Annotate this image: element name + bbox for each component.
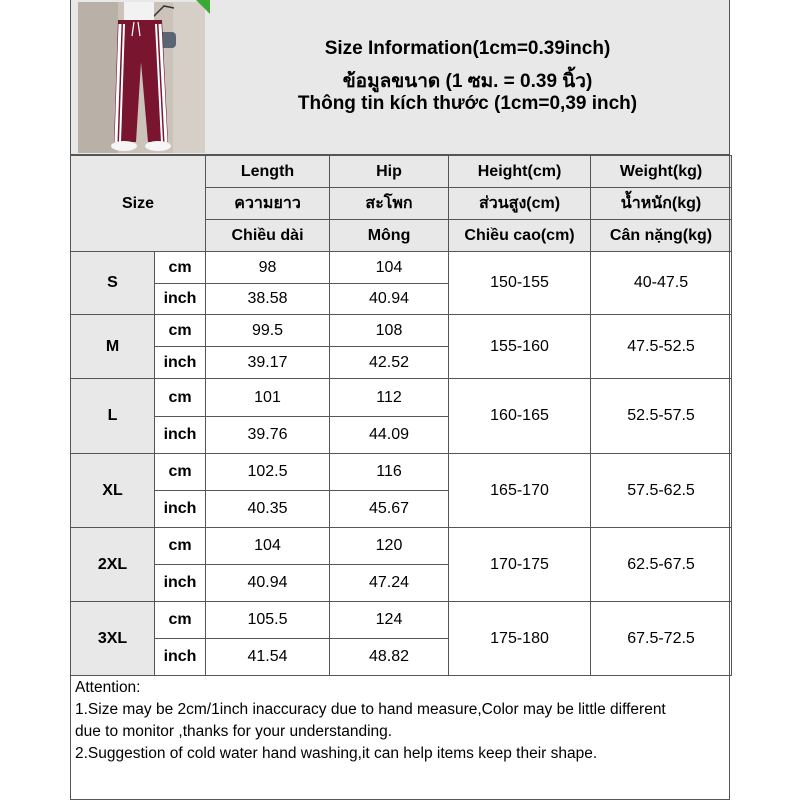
length-cm: 101	[206, 379, 330, 417]
unit-inch: inch	[155, 639, 206, 676]
unit-cm: cm	[155, 252, 206, 284]
notes-heading: Attention:	[75, 679, 141, 696]
hip-cm: 108	[330, 315, 449, 347]
unit-inch: inch	[155, 491, 206, 528]
height-range: 175-180	[449, 602, 591, 676]
col-length-en: Length	[206, 156, 330, 188]
height-range: 150-155	[449, 252, 591, 315]
hip-inch: 40.94	[330, 284, 449, 315]
unit-inch: inch	[155, 565, 206, 602]
size-cell: L	[71, 379, 155, 454]
title-english: Size Information(1cm=0.39inch)	[324, 38, 611, 59]
col-hip-th: สะโพก	[330, 188, 449, 220]
title-vietnamese: Thông tin kích thước (1cm=0,39 inch)	[297, 93, 638, 114]
weight-range: 52.5-57.5	[591, 379, 732, 454]
length-cm: 105.5	[206, 602, 330, 639]
hip-cm: 124	[330, 602, 449, 639]
col-hip-en: Hip	[330, 156, 449, 188]
unit-inch: inch	[155, 284, 206, 315]
col-weight-vi: Cân nặng(kg)	[591, 220, 732, 252]
hip-inch: 45.67	[330, 491, 449, 528]
length-inch: 39.17	[206, 347, 330, 379]
weight-range: 57.5-62.5	[591, 454, 732, 528]
size-cell: S	[71, 252, 155, 315]
size-cell: 3XL	[71, 602, 155, 676]
page-frame	[70, 0, 730, 800]
size-cell: 2XL	[71, 528, 155, 602]
hip-inch: 47.24	[330, 565, 449, 602]
notes-line-1: 1.Size may be 2cm/1inch inaccuracy due to hand measure,Color may be little different	[75, 701, 666, 718]
hip-inch: 44.09	[330, 417, 449, 454]
length-cm: 98	[206, 252, 330, 284]
length-inch: 38.58	[206, 284, 330, 315]
unit-cm: cm	[155, 379, 206, 417]
unit-cm: cm	[155, 602, 206, 639]
hip-cm: 116	[330, 454, 449, 491]
size-header: Size	[71, 156, 206, 252]
size-cell: XL	[71, 454, 155, 528]
length-inch: 40.94	[206, 565, 330, 602]
length-cm: 104	[206, 528, 330, 565]
col-height-en: Height(cm)	[449, 156, 591, 188]
weight-range: 67.5-72.5	[591, 602, 732, 676]
hip-cm: 112	[330, 379, 449, 417]
height-range: 165-170	[449, 454, 591, 528]
weight-range: 62.5-67.5	[591, 528, 732, 602]
notes-line-3: 2.Suggestion of cold water hand washing,it can help items keep their shape.	[75, 745, 598, 762]
unit-cm: cm	[155, 454, 206, 491]
height-range: 160-165	[449, 379, 591, 454]
weight-range: 40-47.5	[591, 252, 732, 315]
weight-range: 47.5-52.5	[591, 315, 732, 379]
height-range: 170-175	[449, 528, 591, 602]
hip-cm: 120	[330, 528, 449, 565]
title-thai: ข้อมูลขนาด (1 ซม. = 0.39 นิ้ว)	[342, 71, 593, 92]
length-inch: 41.54	[206, 639, 330, 676]
col-hip-vi: Mông	[330, 220, 449, 252]
length-cm: 99.5	[206, 315, 330, 347]
length-inch: 39.76	[206, 417, 330, 454]
length-inch: 40.35	[206, 491, 330, 528]
col-length-th: ความยาว	[206, 188, 330, 220]
hip-inch: 42.52	[330, 347, 449, 379]
unit-inch: inch	[155, 417, 206, 454]
size-cell: M	[71, 315, 155, 379]
notes-line-2: due to monitor ,thanks for your understanding.	[75, 723, 393, 740]
col-weight-en: Weight(kg)	[591, 156, 732, 188]
length-cm: 102.5	[206, 454, 330, 491]
hip-cm: 104	[330, 252, 449, 284]
col-weight-th: น้ำหนัก(kg)	[591, 188, 732, 220]
height-range: 155-160	[449, 315, 591, 379]
unit-cm: cm	[155, 315, 206, 347]
unit-cm: cm	[155, 528, 206, 565]
col-height-vi: Chiều cao(cm)	[449, 220, 591, 252]
unit-inch: inch	[155, 347, 206, 379]
col-height-th: ส่วนสูง(cm)	[449, 188, 591, 220]
col-length-vi: Chiều dài	[206, 220, 330, 252]
hip-inch: 48.82	[330, 639, 449, 676]
